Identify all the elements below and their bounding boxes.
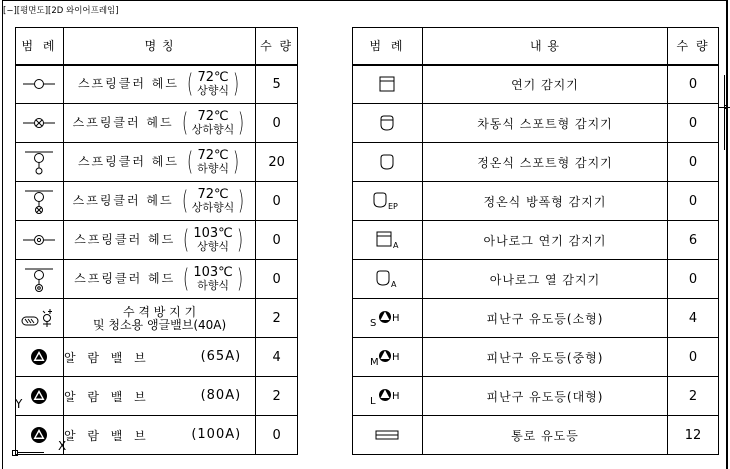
item-size: (100A) (191, 426, 242, 442)
item-qty: 4 (256, 338, 298, 377)
item-content: 정온식 스포트형 감지기 (422, 143, 667, 182)
smoke-detector-icon (353, 65, 423, 104)
table-row (353, 260, 719, 299)
item-name: 알 람 밸 브 (63, 350, 150, 365)
item-temp: 103℃ (193, 226, 233, 241)
drawing-edge-line (724, 75, 725, 150)
item-qty: 5 (256, 65, 298, 104)
analog-heat-detector-icon (353, 260, 423, 299)
exit-light-small-icon (353, 299, 423, 338)
item-qty: 0 (668, 338, 719, 377)
item-type: 상하향식 (191, 123, 235, 136)
analog-smoke-detector-icon (353, 221, 423, 260)
item-content: 아나로그 열 감지기 (422, 260, 667, 299)
symbol-suffix: H (392, 313, 400, 324)
table-row (16, 299, 298, 338)
y-axis-mark: Y (15, 397, 23, 411)
item-type: 하향식 (197, 162, 229, 175)
item-name: 스프링클러 헤드 (74, 271, 176, 286)
sprinkler-pendent-icon (16, 143, 64, 182)
header-qty: 수 량 (668, 28, 719, 65)
sprinkler-legend-table (15, 27, 298, 455)
item-qty: 0 (668, 143, 719, 182)
header-content: 내 용 (422, 28, 667, 65)
cursor-pickbox[interactable] (724, 105, 728, 109)
item-name-line1: 수 격 방 지 기 (122, 304, 197, 319)
item-qty: 0 (256, 104, 298, 143)
item-name: 스프링클러 헤드 (74, 232, 176, 247)
table-row (16, 377, 298, 416)
table-row (353, 104, 719, 143)
rate-of-rise-spot-detector-icon (353, 104, 423, 143)
item-content: 정온식 방폭형 감지기 (422, 182, 667, 221)
item-qty: 0 (256, 260, 298, 299)
alarm-valve-icon (16, 416, 67, 455)
table-row (16, 338, 298, 377)
item-type: 상하향식 (191, 201, 235, 214)
item-content: 피난구 유도등(중형) (422, 338, 667, 377)
viewport-frame-top (2, 0, 728, 1)
table-row: 스프링클러 헤드 ( 72℃ 상향식 ) 5 (16, 65, 298, 104)
detector-legend-table (352, 27, 719, 455)
table-row (353, 221, 719, 260)
item-qty: 4 (668, 299, 719, 338)
fixed-temp-spot-detector-icon (353, 143, 423, 182)
corridor-light-icon (353, 416, 423, 455)
table-row: 스프링클러 헤드 ( 103℃ 상향식 ) 0 (16, 221, 298, 260)
symbol-label: S (370, 318, 377, 329)
item-qty: 2 (668, 377, 719, 416)
exit-light-large-icon (353, 377, 423, 416)
symbol-label: M (370, 357, 380, 368)
item-qty: 12 (668, 416, 719, 455)
header-symbol: 범 례 (16, 28, 64, 65)
exit-light-medium-icon (353, 338, 423, 377)
symbol-label: A (393, 241, 399, 250)
table-row (353, 338, 719, 377)
ucs-axis-line (18, 452, 44, 453)
item-qty: 0 (256, 221, 298, 260)
item-name: 알 람 밸 브 (63, 428, 150, 443)
item-qty: 0 (668, 65, 719, 104)
item-type: 하향식 (197, 279, 229, 292)
item-name-line2: 및 청소용 앵글밸브(40A) (92, 317, 227, 332)
item-content: 아나로그 연기 감지기 (422, 221, 667, 260)
item-size: (80A) (200, 387, 242, 403)
item-qty: 2 (256, 377, 298, 416)
item-temp: 72℃ (197, 148, 229, 163)
item-qty: 20 (256, 143, 298, 182)
item-type: 상향식 (197, 240, 229, 253)
symbol-label: EP (388, 202, 399, 211)
header-name: 명 칭 (63, 28, 255, 65)
item-qty: 0 (256, 182, 298, 221)
item-name: 스프링클러 헤드 (72, 115, 174, 130)
symbol-suffix: H (392, 391, 400, 402)
alarm-valve-icon (16, 338, 64, 377)
item-qty: 0 (668, 104, 719, 143)
sprinkler-upright-high-icon (16, 221, 64, 260)
item-temp: 72℃ (197, 70, 229, 86)
ucs-icon (12, 450, 18, 456)
item-content: 피난구 유도등(대형) (422, 377, 667, 416)
table-row: 스프링클러 헤드 ( 72℃ 상하향식 ) 0 (16, 182, 298, 221)
alarm-valve-icon (16, 377, 64, 416)
item-size: (65A) (200, 348, 242, 364)
table-row (353, 143, 719, 182)
sprinkler-pendent-updown-icon (16, 182, 64, 221)
symbol-label: A (391, 280, 397, 289)
table-row: 스프링클러 헤드 ( 72℃ 하향식 ) 20 (16, 143, 298, 182)
symbol-suffix: H (392, 352, 400, 363)
item-content: 피난구 유도등(소형) (422, 299, 667, 338)
item-qty: 0 (256, 416, 298, 455)
item-temp: 103℃ (193, 265, 233, 280)
table-row: 스프링클러 헤드 ( 72℃ 상하향식 ) 0 (16, 104, 298, 143)
table-row (353, 377, 719, 416)
header-qty: 수 량 (256, 28, 298, 65)
explosion-proof-detector-icon (353, 182, 423, 221)
table-row (353, 299, 719, 338)
item-type: 상향식 (197, 84, 229, 98)
table-row (353, 65, 719, 104)
table-row (353, 182, 719, 221)
item-temp: 72℃ (197, 109, 229, 124)
table-row (353, 416, 719, 455)
item-qty: 0 (668, 182, 719, 221)
viewport-controls-label[interactable]: [−][평면도][2D 와이어프레임] (3, 6, 119, 16)
sprinkler-upright-icon (16, 65, 64, 104)
item-name: 스프링클러 헤드 (77, 76, 179, 91)
water-cannon-icon (16, 299, 64, 338)
table-row: 스프링클러 헤드 ( 103℃ 하향식 ) 0 (16, 260, 298, 299)
viewport-frame-right (726, 0, 728, 469)
table-header-row (353, 28, 719, 65)
item-name: 알 람 밸 브 (63, 389, 150, 404)
item-qty: 6 (668, 221, 719, 260)
symbol-label: L (370, 396, 377, 407)
item-qty: 0 (668, 260, 719, 299)
sprinkler-updown-icon (16, 104, 64, 143)
item-content: 차동식 스포트형 감지기 (422, 104, 667, 143)
item-content: 통로 유도등 (422, 416, 667, 455)
item-qty: 2 (256, 299, 298, 338)
header-symbol: 범 례 (353, 28, 423, 65)
sprinkler-pendent-high-icon (16, 260, 64, 299)
viewport-frame-left (2, 0, 3, 469)
item-name: 스프링클러 헤드 (77, 154, 179, 169)
item-content: 연기 감지기 (422, 65, 667, 104)
x-axis-mark: X (58, 439, 67, 453)
item-name: 스프링클러 헤드 (72, 193, 174, 208)
table-header-row (16, 28, 298, 65)
item-temp: 72℃ (197, 187, 229, 202)
